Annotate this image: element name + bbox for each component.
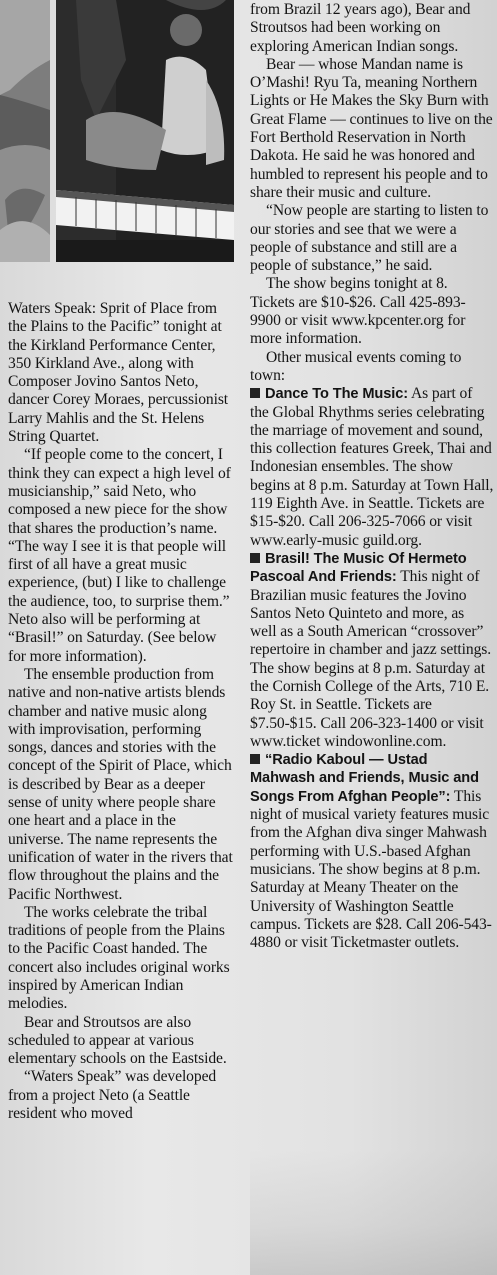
paragraph: Waters Speak: Sprit of Place from the Plains to the Pacific” tonight at the Kirkland Performance Center, 350 Kirkland Ave., along with Composer Jovino Santos Neto, dancer Corey Moraes, percussionist Larry Mahlis and the St. Helens String Quartet. xyxy=(8,300,229,446)
paragraph: Other musical events coming to town: xyxy=(250,348,462,384)
paragraph: Bear and Stroutsos are also scheduled to appear at various elementary schools on the Eastside. xyxy=(8,1013,227,1068)
square-bullet-icon xyxy=(250,388,260,398)
event-heading: Brasil! The Music Of Hermeto Pascoal And Friends: xyxy=(250,550,467,586)
event-heading: Dance To The Music: xyxy=(265,386,408,403)
article-column-left xyxy=(8,300,234,1123)
photo-pianist xyxy=(56,0,234,262)
paragraph: The works celebrate the tribal traditions of people from the Plains to the Pacific Coast handed. The concert also includes original works inspired by American Indian melodies. xyxy=(8,903,230,1013)
paragraph: Bear — whose Mandan name is O’Mashi! Ryu Ta, meaning Northern Lights or He Makes the Sky Burn with Great Flame — continues to live on the Fort Berthold Reservation in North Dakota. He said he was honored and humbled to represent his people and to share their music and culture. xyxy=(250,55,493,201)
event-body: This night of Brazilian music features the Jovino Santos Neto Quinteto and more, as well as a South American “crossover” repertoire in chamber and jazz settings. The show begins at 8 p.m. Saturday at the Cornish College of the Arts, 710 E. Roy St. in Seattle. Tickets are $7.50-$15. Call 206-323-1400 or visit www.ticket windowonline.com. xyxy=(250,568,492,750)
event-heading: “Radio Kaboul — Ustad Mahwash and Friends, Music and Songs From Afghan People”: xyxy=(250,752,479,805)
article-column-right xyxy=(250,1,494,952)
event-body: This night of musical variety features music from the Afghan diva singer Mahwash performing with U.S.-based Afghan musicians. The show begins at 8 p.m. Saturday at Meany Theater on the University of Washington Seattle campus. Tickets are $28. Call 206-543-4880 or visit Ticketmaster outlets. xyxy=(250,787,492,952)
event-listing xyxy=(250,385,494,550)
square-bullet-icon xyxy=(250,553,260,563)
print-shadow xyxy=(250,1150,497,1275)
paragraph: from Brazil 12 years ago), Bear and Stroutsos had been working on exploring American Indian songs. xyxy=(250,1,471,55)
paragraph: “Waters Speak” was developed from a project Neto (a Seattle resident who moved xyxy=(8,1068,217,1123)
event-listing xyxy=(250,751,494,952)
paragraph: The ensemble production from native and non-native artists blends chamber and native music along with improvisation, performing songs, dances and stories with the concept of the Spirit of Place, which is described by Bear as a deeper sense of unity where people share one heart and a place in the universe. The name represents the unification of water in the rivers that flow throughout the plains and the Pacific Northwest. xyxy=(8,665,233,903)
paragraph: “If people come to the concert, I think they can expect a high level of musicianship,” said Neto, who composed a new piece for the show that shares the production’s name. “The way I see it is that people will first of all have a great music experience, (but) I like to challenge the audience, too, to surprise them.” Neto also will be performing at “Brasil!” on Saturday. (See below for more information). xyxy=(8,446,231,665)
paragraph: The show begins tonight at 8. Tickets are $10-$26. Call 425-893-9900 or visit www.kpcenter.org for more information. xyxy=(250,275,466,348)
event-listing xyxy=(250,550,494,751)
paragraph: “Now people are starting to listen to our stories and see that we were a people of substance and still are a people of substance,” he said. xyxy=(250,202,489,275)
event-body: As part of the Global Rhythms series celebrating the marriage of movement and sound, this collection features Greek, Thai and Indonesian ensembles. The show begins at 8 p.m. Saturday at Town Hall, 119 Eighth Ave. in Seattle. Tickets are $15-$20. Call 206-325-7066 or visit www.early-music guild.org. xyxy=(250,385,494,549)
square-bullet-icon xyxy=(250,754,260,764)
photo-landscape-crop xyxy=(0,0,50,262)
